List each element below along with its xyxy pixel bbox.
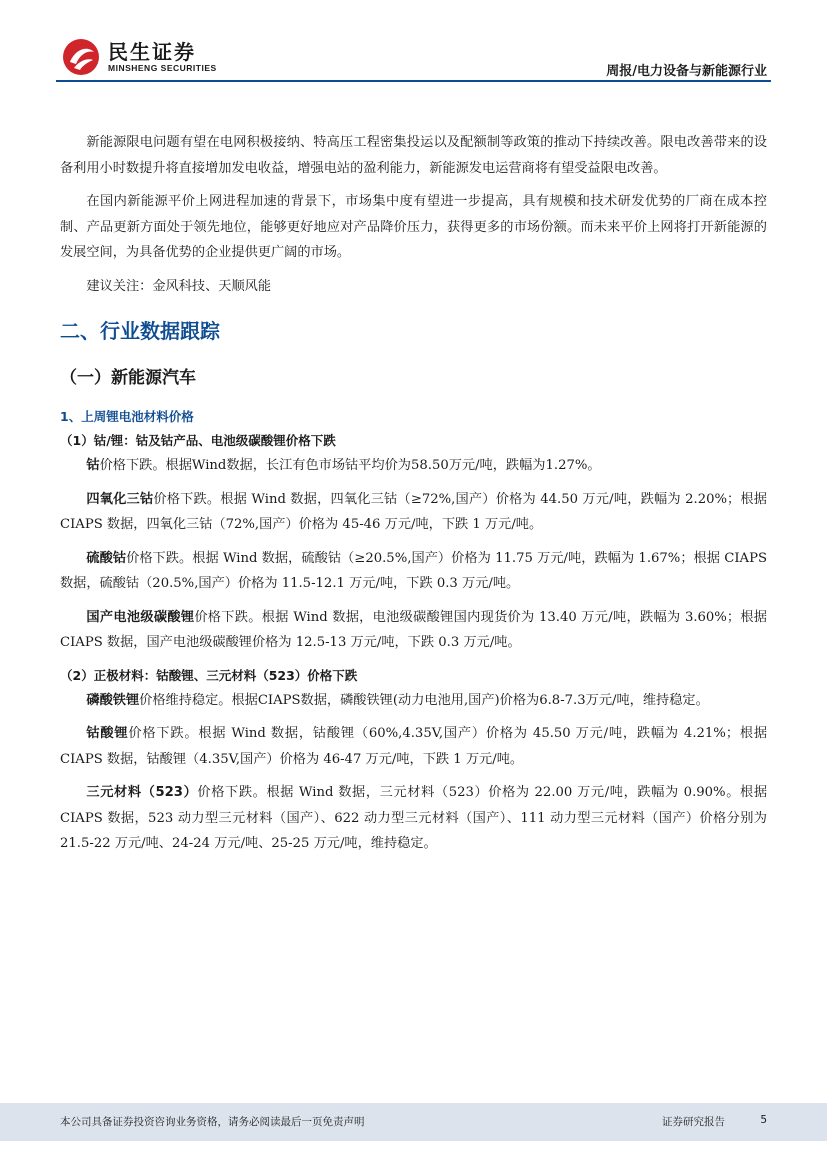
- subtopic-heading-cobalt-lithium: （1）钴/锂：钴及钴产品、电池级碳酸锂价格下跌: [60, 433, 336, 448]
- price-item-ncm523: [60, 780, 767, 857]
- subsection-heading: （一）新能源汽车: [60, 368, 196, 388]
- footer-doc-type: 证券研究报告: [662, 1116, 725, 1128]
- page-number: 5: [760, 1114, 767, 1126]
- footer-disclaimer: 本公司具备证券投资咨询业务资格，请务必阅读最后一页免责声明: [60, 1116, 365, 1128]
- header-divider: [56, 80, 771, 82]
- price-item-cobalt-tetroxide: [60, 487, 767, 538]
- price-item-cobalt: [60, 453, 767, 479]
- item-text: 价格维持稳定。根据CIAPS数据，磷酸铁锂(动力电池用,国产)价格为6.8-7.3万元/吨，维持稳定。: [139, 692, 709, 708]
- item-lead: 国产电池级碳酸锂: [86, 609, 195, 625]
- item-lead: 钴: [86, 458, 100, 473]
- item-text: 价格下跌。根据 Wind 数据，电池级碳酸锂国内现货价为 13.40 万元/吨，跌幅为 3.60%；根据 CIAPS 数据，国产电池级碳酸锂价格为 12.5-13 万元/吨，下跌 0.3 万元/吨。: [60, 609, 767, 650]
- item-lead: 磷酸铁锂: [86, 692, 140, 708]
- price-item-lithium-carbonate: [60, 605, 767, 656]
- price-item-lfp: [60, 688, 767, 714]
- subtopic-heading-cathode: （2）正极材料：钴酸锂、三元材料（523）价格下跌: [60, 667, 358, 683]
- page-header: [0, 0, 827, 82]
- item-text: 价格下跌。根据 Wind 数据，四氧化三钴（≥72%,国产）价格为 44.50 万元/吨，跌幅为 2.20%；根据 CIAPS 数据，四氧化三钴（72%,国产）价格为 45-46 万元/吨，下跌 1 万元/吨。: [60, 491, 767, 532]
- page-footer: [0, 1103, 827, 1141]
- item-lead: 硫酸钴: [86, 550, 127, 566]
- item-lead: 三元材料（523）: [86, 785, 198, 800]
- item-text: 价格下跌。根据 Wind 数据，三元材料（523）价格为 22.00 万元/吨，跌幅为 0.90%。根据 CIAPS 数据，523 动力型三元材料（国产）、622 动力型三元材料（国产）、111 动力型三元材料（国产）价格分别为 21.5-22 万元/吨、24-24 万元/吨、25-25 万元/吨，维持稳定。: [60, 785, 767, 851]
- item-text: 价格下跌。根据Wind数据，长江有色市场钴平均价为58.50万元/吨，跌幅为1.27%。: [99, 458, 601, 473]
- topic-heading: 1、上周锂电池材料价格: [60, 409, 194, 424]
- company-logo: [62, 38, 217, 76]
- item-text: 价格下跌。根据 Wind 数据，钴酸锂（60%,4.35V,国产）价格为 45.50 万元/吨，跌幅为 4.21%；根据 CIAPS 数据，钴酸锂（4.35V,国产）价格为 46-47 万元/吨，下跌 1 万元/吨。: [60, 726, 768, 767]
- page-content: [60, 130, 767, 865]
- section-heading: 二、行业数据跟踪: [60, 319, 220, 343]
- logo-english-name: MINSHENG SECURITIES: [108, 63, 217, 73]
- paragraph-grid-parity: 在国内新能源平价上网进程加速的背景下，市场集中度有望进一步提高，具有规模和技术研发优势的厂商在成本控制、产品更新方面处于领先地位，能够更好地应对产品降价压力，获得更多的市场份额。而未来平价上网将打开新能源的发展空间，为具备优势的企业提供更广阔的市场。: [60, 194, 767, 260]
- item-lead: 四氧化三钴: [86, 491, 154, 507]
- report-title: 周报/电力设备与新能源行业: [606, 64, 767, 79]
- item-lead: 钴酸锂: [86, 726, 129, 741]
- minsheng-logo-icon: [62, 38, 100, 76]
- paragraph-recommendation: 建议关注：金风科技、天顺风能: [86, 278, 272, 294]
- price-item-lco: [60, 721, 767, 772]
- paragraph-curtailment: 新能源限电问题有望在电网积极接纳、特高压工程密集投运以及配额制等政策的推动下持续改善。限电改善带来的设备利用小时数提升将直接增加发电收益，增强电站的盈利能力，新能源发电运营商将有望受益限电改善。: [60, 135, 767, 176]
- item-text: 价格下跌。根据 Wind 数据，硫酸钴（≥20.5%,国产）价格为 11.75 万元/吨，跌幅为 1.67%；根据 CIAPS 数据，硫酸钴（20.5%,国产）价格为 11.5-12.1 万元/吨，下跌 0.3 万元/吨。: [60, 550, 767, 591]
- logo-chinese-name: 民生证券: [108, 40, 196, 64]
- price-item-cobalt-sulfate: [60, 546, 767, 597]
